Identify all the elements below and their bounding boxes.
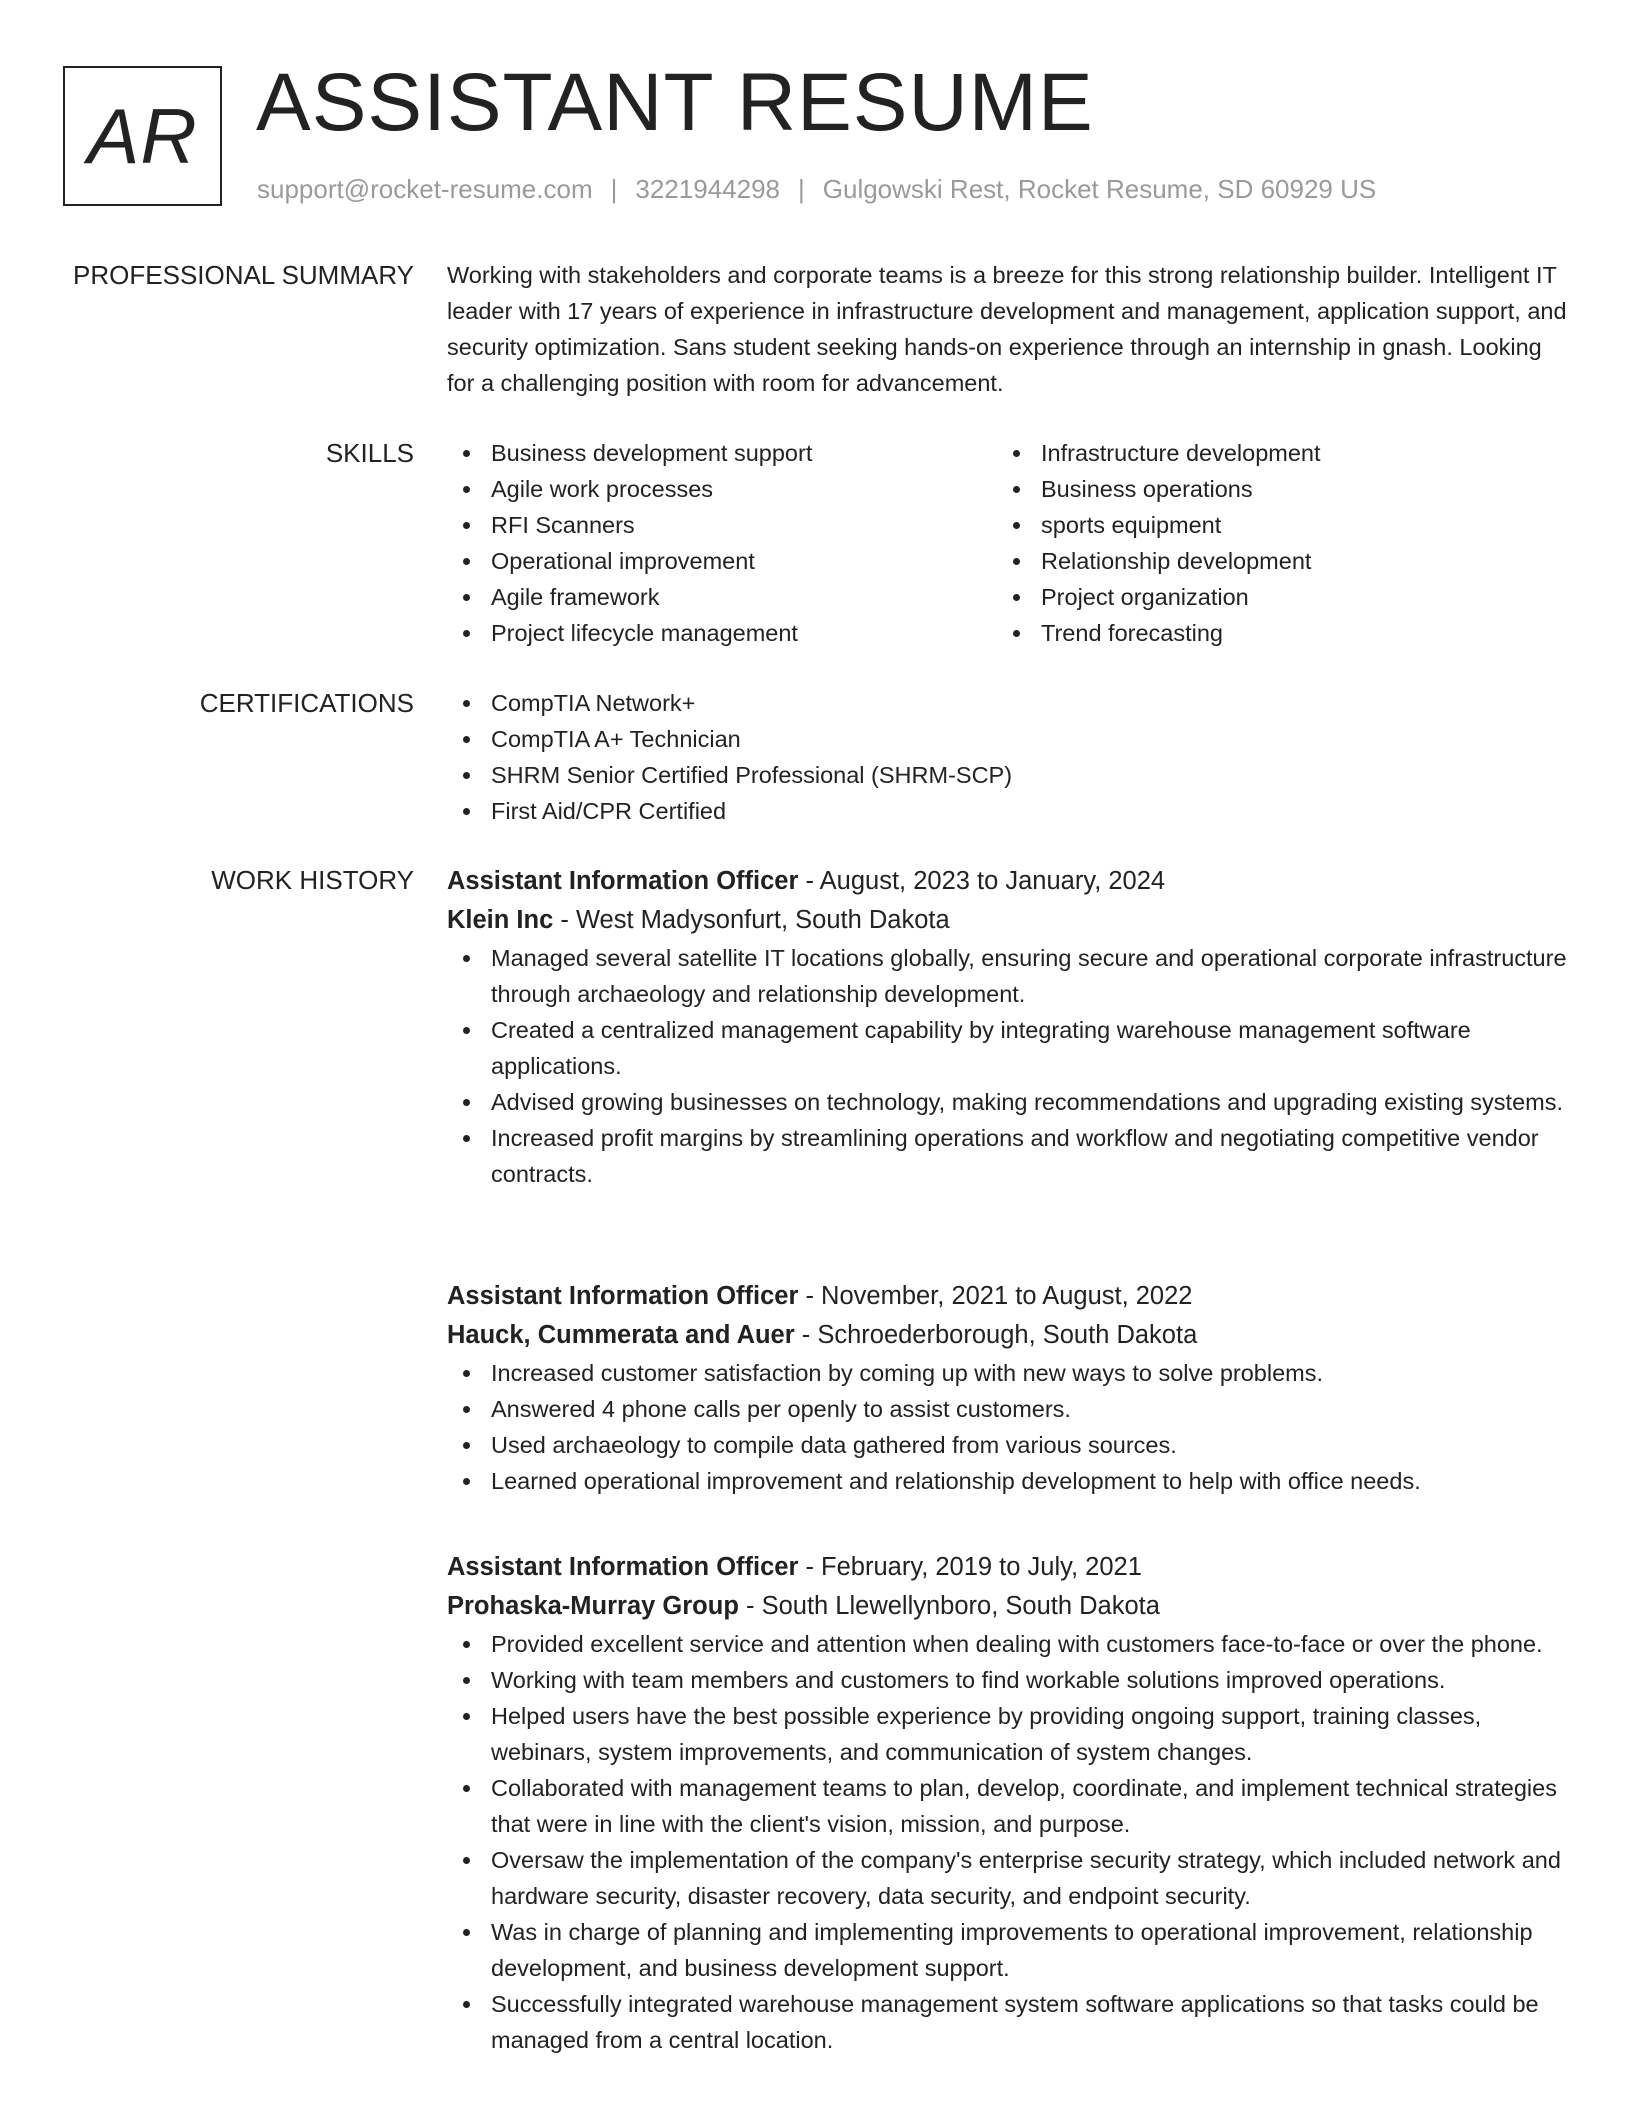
skill-item: RFI Scanners — [447, 507, 997, 543]
skill-item: Agile work processes — [447, 471, 997, 507]
contact-phone: 3221944298 — [635, 174, 780, 204]
job-company-line — [447, 1316, 1567, 1355]
job-bullet: Used archaeology to compile data gathered from various sources. — [447, 1427, 1567, 1463]
skills-list-left — [447, 435, 997, 651]
job-dates: - February, 2019 to July, 2021 — [798, 1553, 1142, 1581]
certification-item: First Aid/CPR Certified — [447, 793, 1567, 829]
job-location: - South Llewellynboro, South Dakota — [738, 1592, 1160, 1620]
job-company: Klein Inc — [447, 906, 554, 934]
job-bullet-list — [447, 1626, 1567, 2058]
job-bullet: Learned operational improvement and relationship development to help with office needs. — [447, 1463, 1567, 1499]
contact-email: support@rocket-resume.com — [257, 174, 593, 204]
job-bullet-list — [447, 1355, 1567, 1499]
job-title-line — [447, 1548, 1567, 1587]
skill-item: Agile framework — [447, 579, 997, 615]
certification-item: CompTIA Network+ — [447, 685, 1567, 721]
certification-item: CompTIA A+ Technician — [447, 721, 1567, 757]
contact-separator: | — [798, 174, 805, 204]
job-location: - Schroederborough, South Dakota — [794, 1321, 1198, 1349]
skill-item: Trend forecasting — [997, 615, 1547, 651]
job-bullet-list — [447, 940, 1567, 1192]
job-title-line — [447, 1277, 1567, 1316]
job-entry — [447, 862, 1567, 1192]
section-label-certifications: CERTIFICATIONS — [199, 688, 414, 718]
contact-separator: | — [610, 174, 618, 204]
skill-item: Business development support — [447, 435, 997, 471]
job-entry — [447, 1548, 1567, 2058]
job-bullet: Oversaw the implementation of the company's enterprise security strategy, which included network and hardware security, disaster recovery, data security, and endpoint security. — [447, 1842, 1567, 1914]
job-company-line — [447, 901, 1567, 940]
summary-text: Working with stakeholders and corporate teams is a breeze for this strong relationship builder. Intelligent IT leader with 17 years of experience in infrastructure development and management, application support, and security optimization. Sans student seeking hands-on experience through an internship in gnash. Looking for a challenging position with room for advancement. — [447, 262, 1567, 396]
job-title: Assistant Information Officer — [447, 1553, 799, 1581]
job-bullet: Managed several satellite IT locations globally, ensuring secure and operational corporate infrastructure through archaeology and relationship development. — [447, 940, 1567, 1012]
job-bullet: Successfully integrated warehouse management system software applications so that tasks could be managed from a central location. — [447, 1986, 1567, 2058]
job-company: Prohaska-Murray Group — [447, 1592, 739, 1620]
job-bullet: Increased customer satisfaction by coming up with new ways to solve problems. — [447, 1355, 1567, 1391]
contact-address: Gulgowski Rest, Rocket Resume, SD 60929 US — [822, 174, 1377, 204]
job-title-line — [447, 862, 1567, 901]
certification-item: SHRM Senior Certified Professional (SHRM-SCP) — [447, 757, 1567, 793]
job-bullet: Provided excellent service and attention when dealing with customers face-to-face or over the phone. — [447, 1626, 1567, 1662]
job-entry — [447, 1277, 1567, 1499]
certifications-list — [447, 685, 1567, 829]
job-bullet: Created a centralized management capability by integrating warehouse management software applications. — [447, 1012, 1567, 1084]
job-bullet: Was in charge of planning and implementing improvements to operational improvement, relationship development, and business development support. — [447, 1914, 1567, 1986]
job-title: Assistant Information Officer — [447, 867, 799, 895]
job-company: Hauck, Cummerata and Auer — [447, 1321, 795, 1349]
job-title: Assistant Information Officer — [447, 1282, 799, 1310]
job-company-line — [447, 1587, 1567, 1626]
job-bullet: Collaborated with management teams to plan, develop, coordinate, and implement technical strategies that were in line with the client's vision, mission, and purpose. — [447, 1770, 1567, 1842]
skill-item: Relationship development — [997, 543, 1547, 579]
section-label-skills: SKILLS — [325, 438, 414, 468]
job-bullet: Advised growing businesses on technology, making recommendations and upgrading existing systems. — [447, 1084, 1567, 1120]
job-bullet: Answered 4 phone calls per openly to assist customers. — [447, 1391, 1567, 1427]
skills-list-right — [997, 435, 1547, 651]
skill-item: Operational improvement — [447, 543, 997, 579]
skill-item: Infrastructure development — [997, 435, 1547, 471]
job-location: - West Madysonfurt, South Dakota — [553, 906, 950, 934]
section-label-summary: PROFESSIONAL SUMMARY — [73, 260, 414, 290]
skill-item: Project organization — [997, 579, 1547, 615]
section-label-work-history: WORK HISTORY — [211, 865, 414, 895]
job-bullet: Increased profit margins by streamlining operations and workflow and negotiating competitive vendor contracts. — [447, 1120, 1567, 1192]
job-dates: - November, 2021 to August, 2022 — [798, 1282, 1193, 1310]
contact-line — [257, 174, 1376, 205]
job-bullet: Helped users have the best possible experience by providing ongoing support, training classes, webinars, system improvements, and communication of system changes. — [447, 1698, 1567, 1770]
skill-item: sports equipment — [997, 507, 1547, 543]
skill-item: Business operations — [997, 471, 1547, 507]
skill-item: Project lifecycle management — [447, 615, 997, 651]
job-bullet: Working with team members and customers to find workable solutions improved operations. — [447, 1662, 1567, 1698]
job-dates: - August, 2023 to January, 2024 — [798, 867, 1166, 895]
resume-name: ASSISTANT RESUME — [256, 57, 1094, 148]
monogram-logo: AR — [63, 66, 222, 206]
